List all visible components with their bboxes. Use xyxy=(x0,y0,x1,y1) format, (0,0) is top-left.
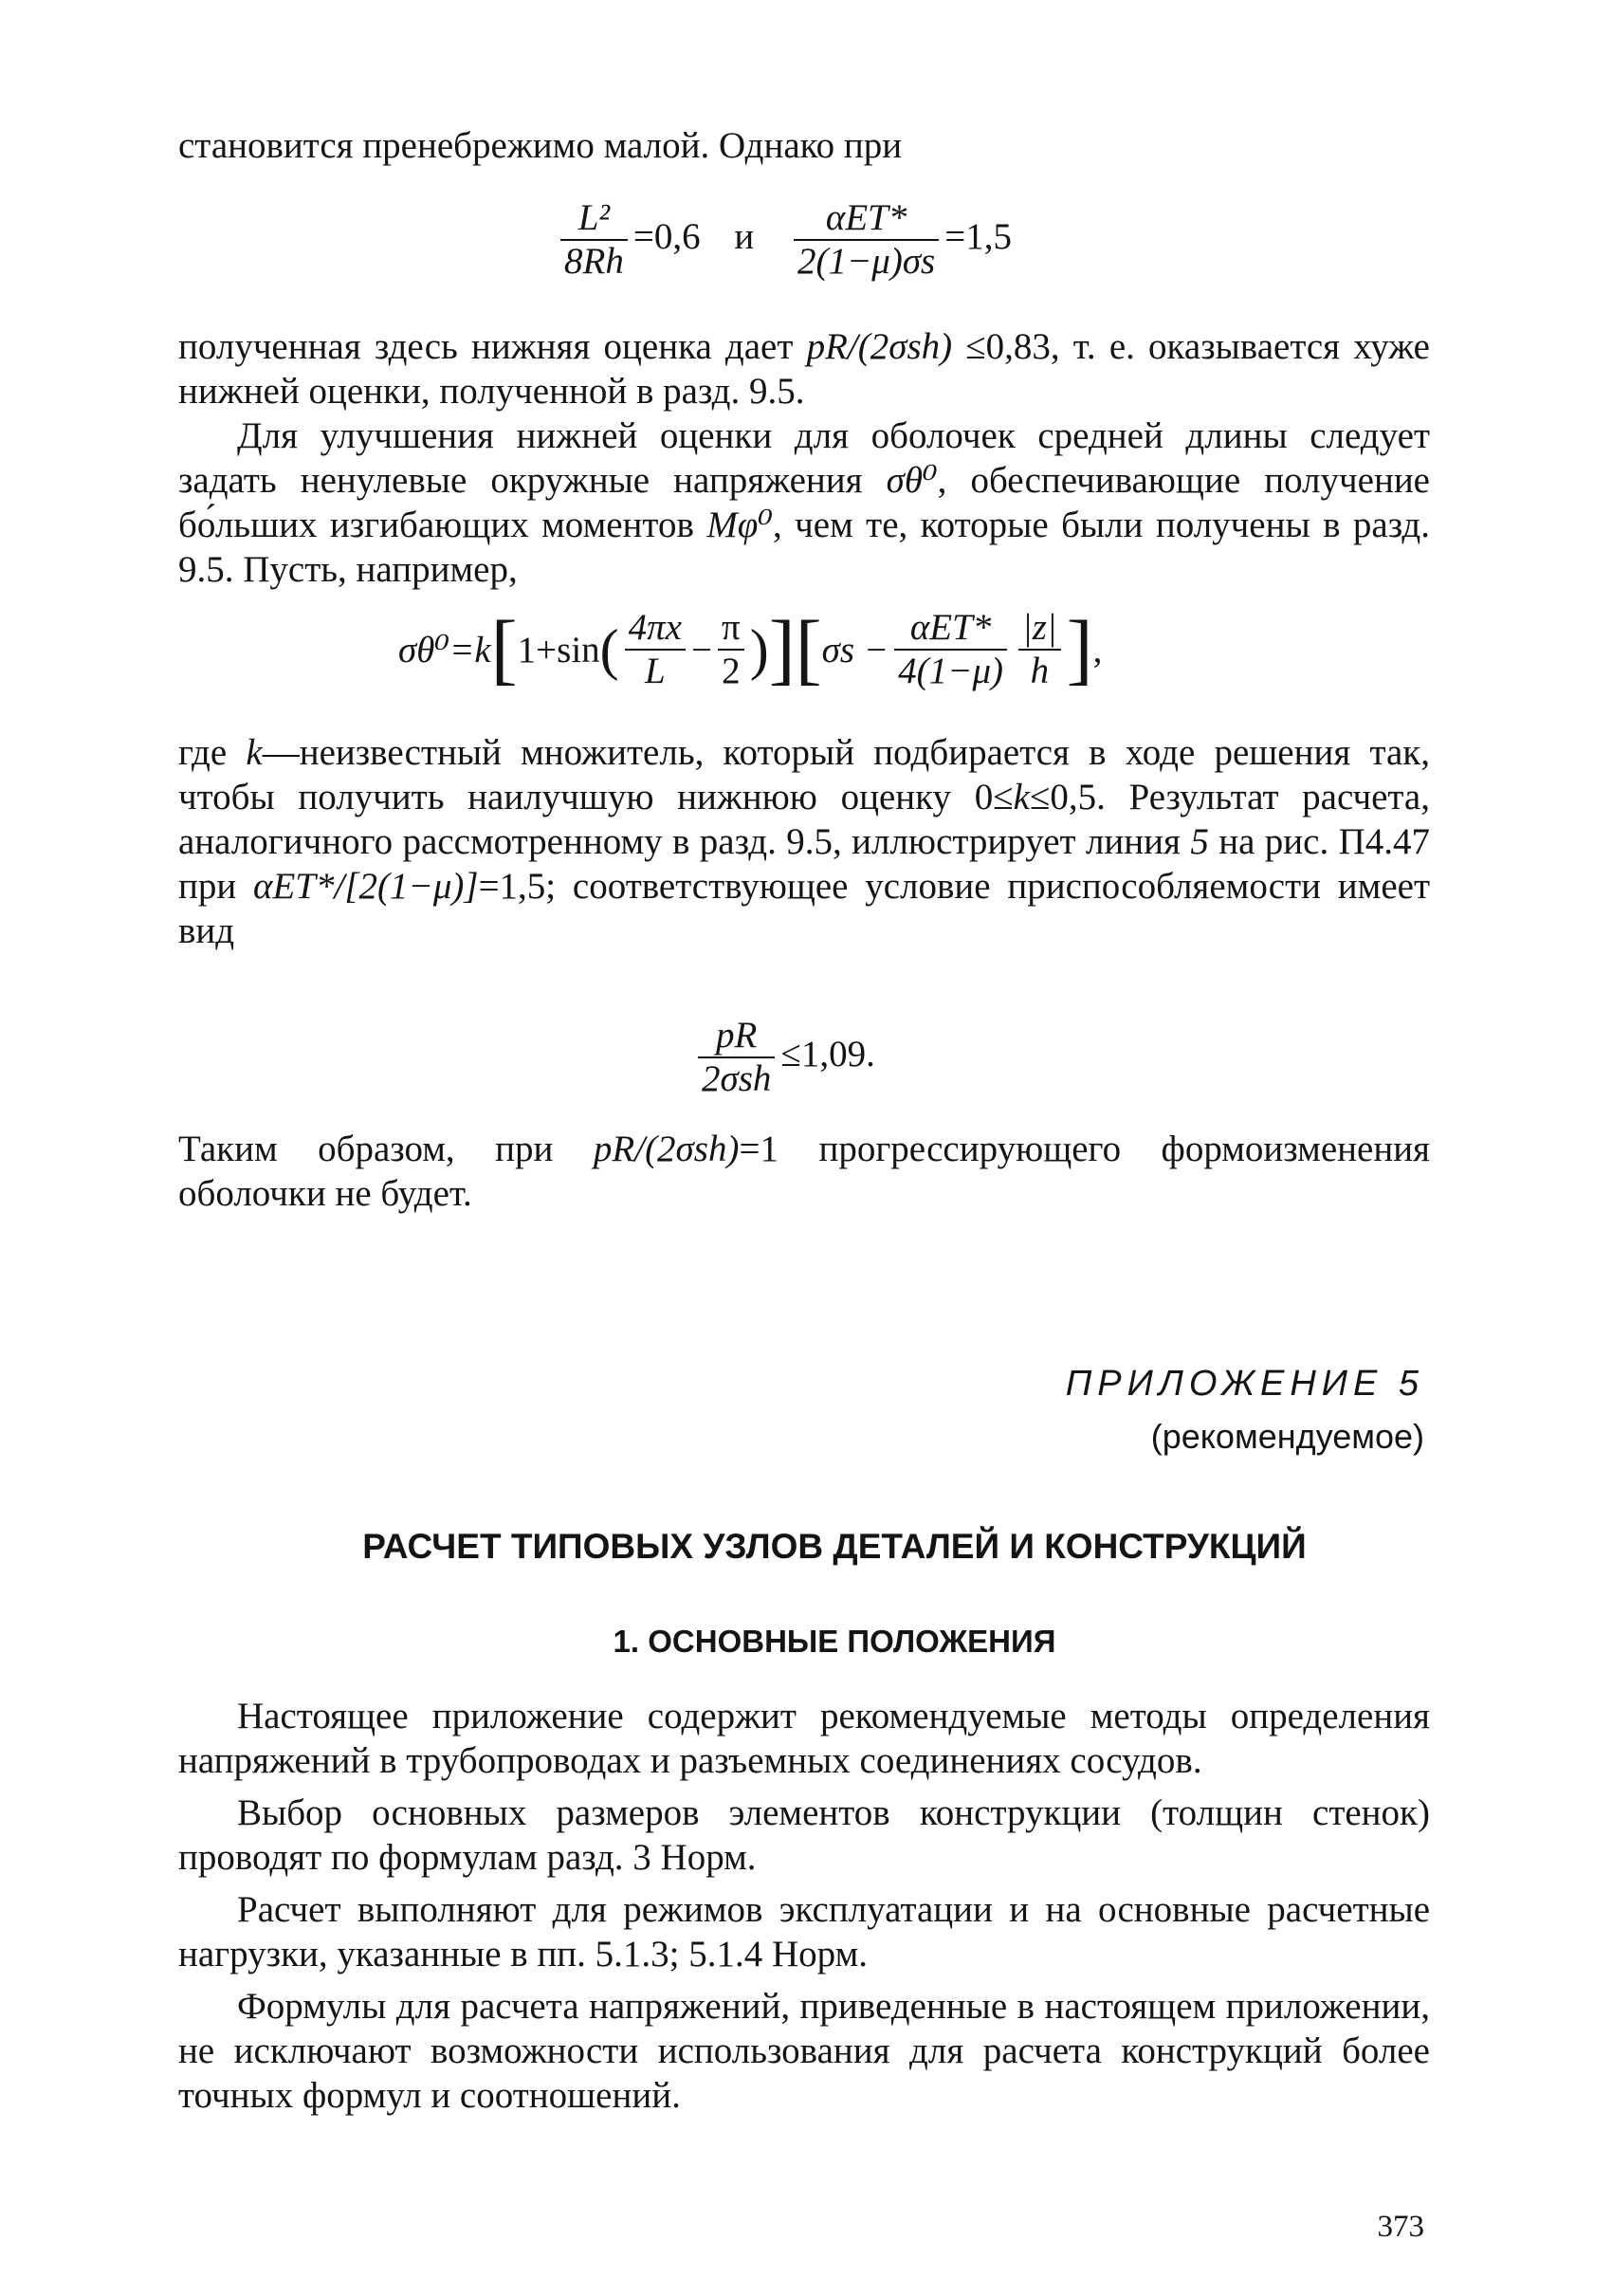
fraction-denominator: 2(1−μ)σs xyxy=(797,241,936,282)
fraction-numerator: L² xyxy=(560,197,628,241)
paragraph-improvement: Для улучшения нижней оценки для оболочек средней длины следует задать ненулевые окружные напряжения σθ⁰, обеспечивающие получение бо́льших изгибающих моментов Mφ⁰, чем те, которые были получены в разд. 9.5. Пусть, например, xyxy=(178,415,1430,590)
appendix-title: ПРИЛОЖЕНИЕ 5 xyxy=(1065,1364,1424,1404)
fraction-4pix-l: $\frac{4\pi x}{L}$ xyxy=(625,607,686,692)
inline-formula: σθ⁰ xyxy=(886,460,938,501)
bracket-close: ] xyxy=(1066,605,1093,693)
body-paragraph: Настоящее приложение содержит рекомендуемые методы определения напряжений в трубопроводах и разъемных соединениях сосудов. xyxy=(178,1696,1430,1781)
appendix-subtitle: (рекомендуемое) xyxy=(1150,1417,1424,1456)
formula-conditions xyxy=(555,197,1012,283)
section-body xyxy=(178,1694,1430,2118)
formula-term: 1+sin xyxy=(517,629,600,670)
section-heading: 1. ОСНОВНЫЕ ПОЛОЖЕНИЯ xyxy=(613,1624,1056,1659)
paragraph-k-factor: где k—неизвестный множитель, который подбирается в ходе решения так, чтобы получить наилучшую нижнюю оценку 0≤k≤0,5. Результат расчета, аналогичного рассмотренному в разд. 9.5, иллюстрирует линия 5 на рис. П4.47 при αET*/[2(1−μ)]=1,5; соответствующее условие приспособляемости имеет вид xyxy=(178,732,1431,951)
fraction-denominator: 8Rh xyxy=(564,241,624,282)
body-paragraph: Выбор основных размеров элементов конструкции (толщин стенок) проводят по формулам разд. 3 Норм. xyxy=(178,1792,1430,1878)
fraction-z-h: $\frac{|z|}{h}$ xyxy=(1018,607,1061,692)
body-paragraph: Расчет выполняют для режимов эксплуатации и на основные расчетные нагрузки, указанные в пп. 5.1.3; 5.1.4 Норм. xyxy=(178,1889,1430,1975)
inline-formula: Mφ⁰ xyxy=(706,505,773,545)
bracket-open: [ xyxy=(490,605,518,693)
fraction-numerator: αET* xyxy=(794,197,939,241)
fraction-pr-2sh: $\frac{pR}{\text{2σsh}}$ xyxy=(698,1015,775,1100)
bracket-open: [ xyxy=(795,605,822,693)
formula-adaptability: $\frac{pR}{\text{2σsh}}$ ≤1,09. xyxy=(692,1015,875,1100)
inline-formula: pR/(2σsh) xyxy=(806,326,953,367)
formula-conjunction: и xyxy=(734,215,755,257)
formula-term: σs − xyxy=(821,629,889,670)
paragraph-text: становится пренебрежимо малой. Однако при xyxy=(178,125,903,166)
formula-value: =1,5 xyxy=(944,215,1012,257)
paragraph-intro xyxy=(178,123,1430,168)
formula-sigma-theta: σθ⁰=k [ 1+sin ( $\frac{4\pi x}{L}$ − $\frac{\pi}{2}$ ) ] [ σs − $\frac{\text{αET*}}{4(1-\mu)}$ $\frac{|z|}{h}$ ] , xyxy=(398,605,1103,693)
page-number: 373 xyxy=(1377,2210,1424,2244)
main-heading: РАСЧЕТ ТИПОВЫХ УЗЛОВ ДЕТАЛЕЙ И КОНСТРУКЦИЙ xyxy=(362,1527,1307,1566)
fraction-aet-4: $\frac{\text{αET*}}{4(1-\mu)}$ xyxy=(894,607,1007,692)
fraction-l2-8rh xyxy=(560,197,628,283)
bracket-close: ] xyxy=(768,605,796,693)
fraction-aet-over-sigma xyxy=(794,197,939,283)
paragraph-lower-estimate: полученная здесь нижняя оценка дает pR/(2σsh) ≤0,83, т. е. оказывается хуже нижней оценки, полученной в разд. 9.5. xyxy=(178,326,1430,412)
paren-close: ) xyxy=(749,618,769,681)
paragraph-conclusion: Таким образом, при pR/(2σsh)=1 прогрессирующего формоизменения оболочки не будет. xyxy=(178,1129,1430,1214)
inline-formula: αET*/[2(1−μ)] xyxy=(253,866,479,907)
formula-value: =0,6 xyxy=(632,215,701,257)
body-paragraph: Формулы для расчета напряжений, приведенные в настоящем приложении, не исключают возможности использования для расчета конструкций более точных формул и соотношений. xyxy=(178,1986,1430,2116)
fraction-pi-2: $\frac{\pi}{2}$ xyxy=(718,607,744,692)
paren-open: ( xyxy=(599,618,619,681)
inline-formula: pR/(2σsh) xyxy=(593,1129,740,1169)
formula-lhs: σθ⁰=k xyxy=(398,629,491,670)
